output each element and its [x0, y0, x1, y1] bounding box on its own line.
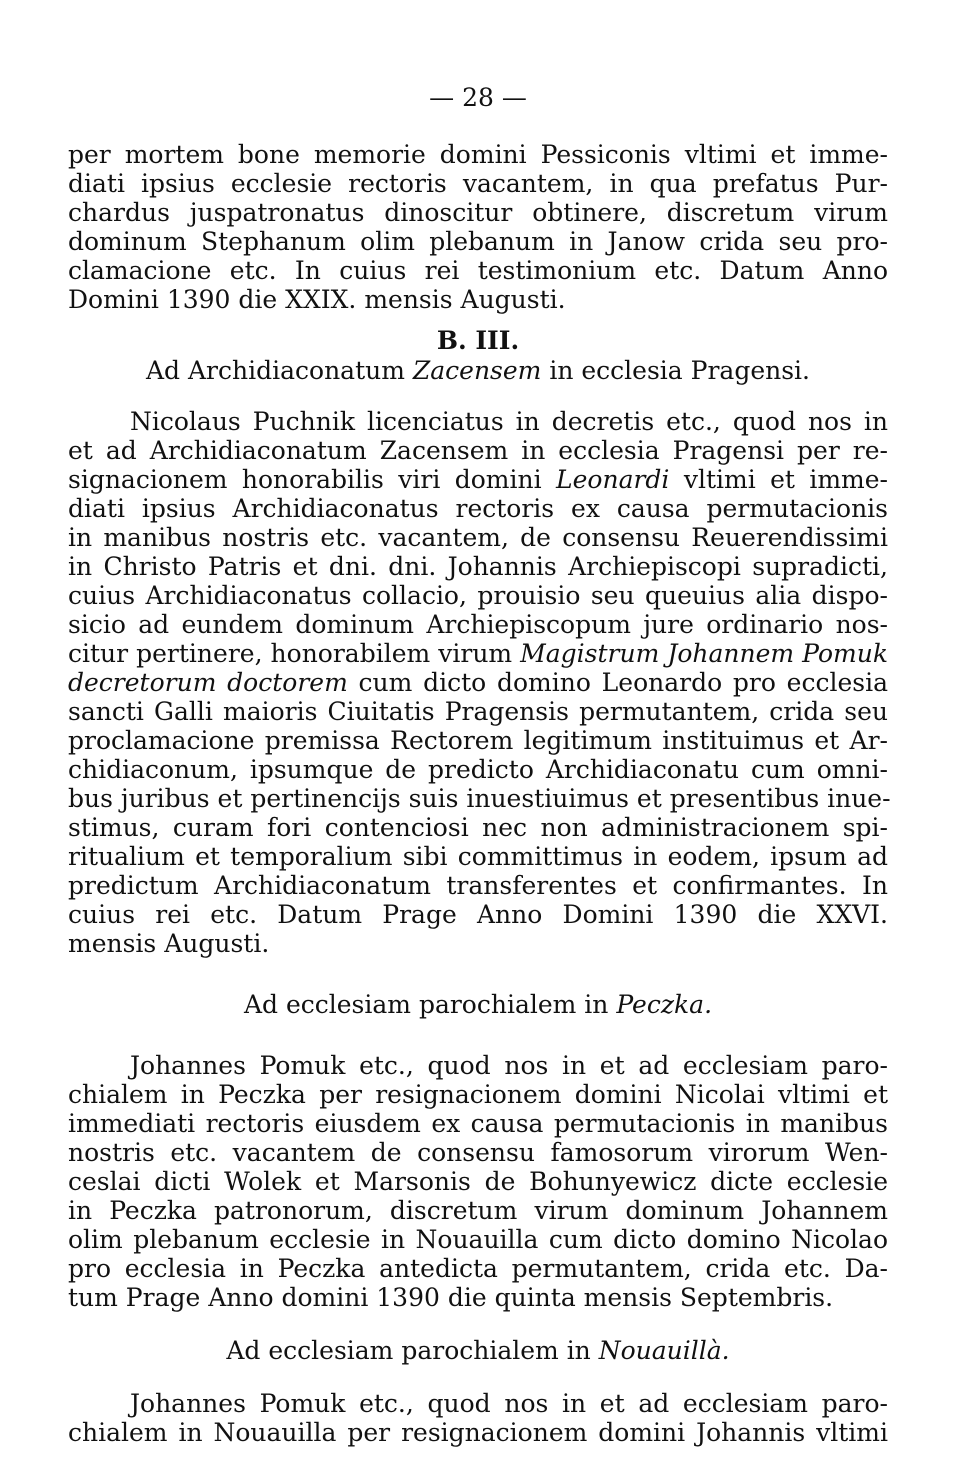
section-mark: B. III.: [436, 326, 520, 355]
text-line: stimus, curam fori contenciosi nec non administracionem spi-: [68, 813, 888, 842]
text-line: dominum Stephanum olim plebanum in Janow crida seu pro-: [68, 227, 888, 256]
heading-text: Ad Archidiaconatum: [146, 356, 413, 385]
text-line: pro ecclesia in Peczka antedicta permutantem, crida etc. Da-: [68, 1254, 888, 1283]
heading-text: in ecclesia Pragensi.: [541, 356, 810, 385]
text-line: proclamacione premissa Rectorem legitimum instituimus et Ar-: [68, 726, 888, 755]
text-line: chardus juspatronatus dinoscitur obtinere, discretum virum: [68, 198, 888, 227]
text-line: chialem in Nouauilla per resignacionem domini Johannis vltimi: [68, 1418, 888, 1447]
text-line: Johannes Pomuk etc., quod nos in et ad ecclesiam paro-: [130, 1051, 888, 1080]
text-run: vltimi et imme-: [669, 465, 888, 494]
opening-paragraph: [68, 140, 888, 314]
text-line: diati ipsius ecclesie rectoris vacantem, in qua prefatus Pur-: [68, 169, 888, 198]
text-line: diati ipsius Archidiaconatus rectoris ex causa permutacionis: [68, 494, 888, 523]
text-line: immediati rectoris eiusdem ex causa permutacionis in manibus: [68, 1109, 888, 1138]
section-heading-peczka: [68, 990, 888, 1019]
text-line: ritualium et temporalium sibi committimus in eodem, ipsum ad: [68, 842, 888, 871]
text-line: cuius Archidiaconatus collacio, prouisio seu queuius alia dispo-: [68, 581, 888, 610]
text-line: nostris etc. vacantem de consensu famosorum virorum Wen-: [68, 1138, 888, 1167]
page-number: — 28 —: [429, 83, 527, 112]
text-line: tum Prage Anno domini 1390 die quinta mensis Septembris.: [68, 1283, 834, 1312]
paragraph-archidiaconatus: [68, 407, 891, 958]
text-line: chialem in Peczka per resignacionem domini Nicolai vltimi et: [68, 1080, 888, 1109]
italic-name: Magistrum Johannem Pomuk: [520, 639, 888, 668]
heading-italic-text: Zacensem: [412, 356, 542, 385]
section-heading-nouauilla: [68, 1336, 888, 1365]
text-line: olim plebanum ecclesie in Nouauilla cum dicto domino Nicolao: [68, 1225, 888, 1254]
text-run: signacionem honorabilis viri domini: [68, 465, 557, 494]
text-line: [68, 639, 888, 668]
text-line: clamacione etc. In cuius rei testimonium etc. Datum Anno: [68, 256, 888, 285]
text-line: in Peczka patronorum, discretum virum dominum Johannem: [68, 1196, 888, 1225]
text-line: chidiaconum, ipsumque de predicto Archidiaconatu cum omni-: [68, 755, 888, 784]
heading-italic-text: Nouauillà.: [598, 1336, 730, 1365]
heading-text: Ad ecclesiam parochialem in: [226, 1336, 599, 1365]
text-line: per mortem bone memorie domini Pessiconis vltimi et imme-: [68, 140, 888, 169]
text-line: in manibus nostris etc. vacantem, de consensu Reuerendissimi: [68, 523, 888, 552]
text-line: sancti Galli maioris Ciuitatis Pragensis permutantem, crida seu: [68, 697, 888, 726]
italic-title: decretorum doctorem: [68, 668, 348, 697]
text-line: in Christo Patris et dni. dni. Johannis Archiepiscopi supradicti,: [68, 552, 888, 581]
text-line: et ad Archidiaconatum Zacensem in ecclesia Pragensi per re-: [68, 436, 888, 465]
text-line: [68, 668, 888, 697]
text-run: cum dicto domino Leonardo pro ecclesia: [347, 668, 889, 697]
text-line: predictum Archidiaconatum transferentes et confirmantes. In: [68, 871, 888, 900]
text-run: citur pertinere, honorabilem virum: [68, 639, 521, 668]
text-line: [68, 465, 888, 494]
heading-italic-text: Peczka.: [616, 990, 713, 1019]
text-line: mensis Augusti.: [68, 929, 270, 958]
text-line: Nicolaus Puchnik licenciatus in decretis etc., quod nos in: [130, 407, 888, 436]
heading-text: Ad ecclesiam parochialem in: [243, 990, 617, 1019]
text-line: Johannes Pomuk etc., quod nos in et ad ecclesiam paro-: [130, 1389, 888, 1418]
text-line: bus juribus et pertinencijs suis inuestiuimus et presentibus inue-: [68, 784, 891, 813]
document-page: [68, 78, 891, 1447]
text-line: ceslai dicti Wolek et Marsonis de Bohunyewicz dicte ecclesie: [68, 1167, 888, 1196]
text-line: cuius rei etc. Datum Prage Anno Domini 1390 die XXVI.: [68, 900, 888, 929]
text-line: Domini 1390 die XXIX. mensis Augusti.: [68, 285, 566, 314]
section-heading-zacensem: [68, 356, 888, 385]
italic-name: Leonardi: [556, 465, 670, 494]
paragraph-peczka: [68, 1051, 888, 1312]
text-line: sicio ad eundem dominum Archiepiscopum jure ordinario nos-: [68, 610, 888, 639]
paragraph-nouauilla: [68, 1389, 888, 1447]
